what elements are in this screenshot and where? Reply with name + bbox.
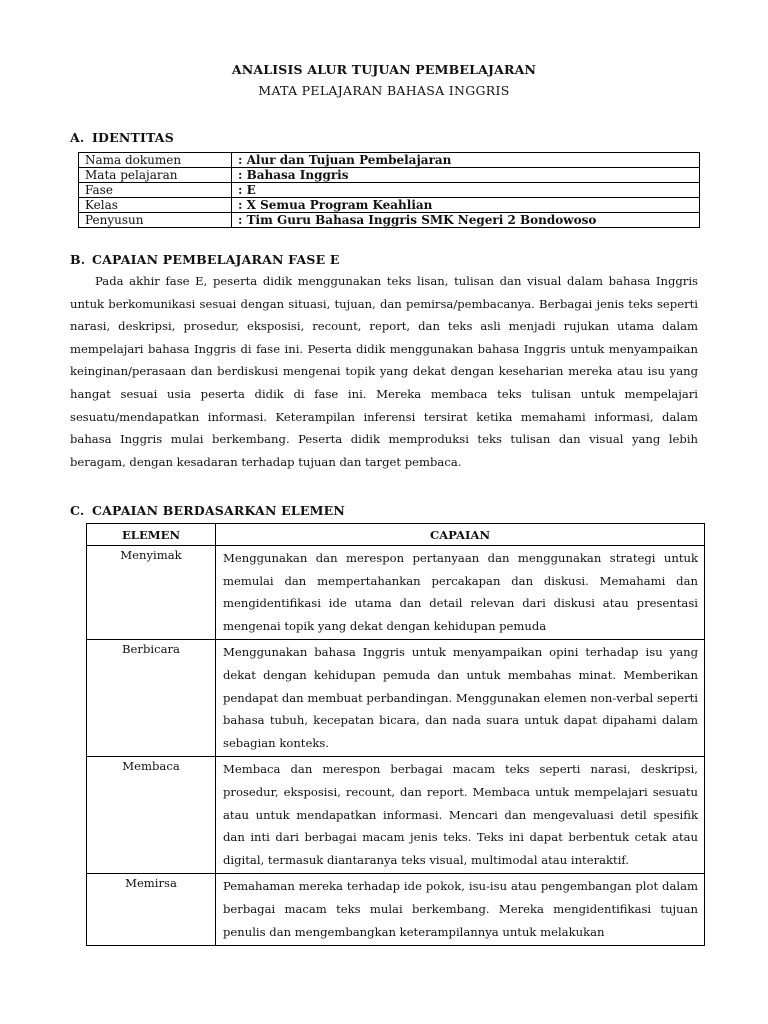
elemen-cell: Menyimak	[87, 546, 216, 640]
identity-value: : X Semua Program Keahlian	[232, 198, 700, 213]
elemen-cell: Memirsa	[87, 874, 216, 946]
capaian-text: Pemahaman mereka terhadap ide pokok, isu-isu atau pengembangan plot dalam berbagai macam teks mulai berkembang. Mereka mengidentifikasi tujuan penulis dan mengembangkan keterampilannya untuk melakukan	[223, 879, 698, 939]
identity-value: : Bahasa Inggris	[232, 168, 700, 183]
section-c-number: C.	[70, 503, 85, 518]
section-b-number: B.	[70, 252, 86, 267]
identity-label: Fase	[79, 183, 232, 198]
table-row	[79, 168, 700, 183]
table-row	[87, 874, 705, 946]
identity-label: Penyusun	[79, 213, 232, 228]
section-c-title: CAPAIAN BERDASARKAN ELEMEN	[92, 503, 345, 518]
section-a-number: A.	[70, 130, 85, 145]
capaian-cell-clipped	[216, 874, 705, 946]
capaian-paragraph: Pada akhir fase E, peserta didik menggunakan teks lisan, tulisan dan visual dalam bahasa Inggris untuk berkomunikasi sesuai dengan situasi, tujuan, dan pemirsa/pembacanya. Berbagai jenis teks seperti narasi, deskripsi, prosedur, eksposisi, recount, report, dan teks asli menjadi rujukan utama dalam mempelajari bahasa Inggris di fase ini. Peserta didik menggunakan bahasa Inggris untuk menyampaikan keinginan/perasaan dan berdiskusi mengenai topik yang dekat dengan keseharian mereka atau isu yang hangat sesuai usia peserta didik di fase ini. Mereka membaca teks tulisan untuk mempelajari sesuatu/mendapatkan informasi. Keterampilan inferensi tersirat ketika memahami informasi, dalam bahasa Inggris mulai berkembang. Peserta didik memproduksi teks tulisan dan visual yang lebih beragam, dengan kesadaran terhadap tujuan dan target pembaca.	[70, 274, 698, 469]
section-a-title: IDENTITAS	[92, 130, 174, 145]
elemen-cell: Berbicara	[87, 640, 216, 757]
table-row	[87, 640, 705, 757]
element-table	[86, 523, 705, 946]
identity-table	[78, 152, 700, 228]
section-b-title: CAPAIAN PEMBELAJARAN FASE E	[92, 252, 340, 267]
table-row	[79, 198, 700, 213]
capaian-cell: Menggunakan dan merespon pertanyaan dan menggunakan strategi untuk memulai dan mempertahankan percakapan dan diskusi. Memahami dan mengidentifikasi ide utama dan detail relevan dari diskusi atau presentasi mengenai topik yang dekat dengan kehidupan pemuda	[216, 546, 705, 640]
column-header-elemen: ELEMEN	[87, 524, 216, 546]
identity-value: : E	[232, 183, 700, 198]
section-c-heading	[70, 503, 345, 518]
document-title: ANALISIS ALUR TUJUAN PEMBELAJARAN	[231, 62, 537, 77]
identity-value: : Tim Guru Bahasa Inggris SMK Negeri 2 Bondowoso	[232, 213, 700, 228]
table-row	[79, 213, 700, 228]
capaian-cell: Membaca dan merespon berbagai macam teks seperti narasi, deskripsi, prosedur, eksposisi, recount, dan report. Membaca untuk mempelajari sesuatu atau untuk mendapatkan informasi. Mencari dan mengevaluasi detil spesifik dan inti dari berbagai macam jenis teks. Teks ini dapat berbentuk cetak atau digital, termasuk diantaranya teks visual, multimodal atau interaktif.	[216, 757, 705, 874]
table-row	[79, 183, 700, 198]
document-subtitle: MATA PELAJARAN BAHASA INGGRIS	[258, 83, 510, 98]
column-header-capaian: CAPAIAN	[216, 524, 705, 546]
table-header-row	[87, 524, 705, 546]
identity-value: : Alur dan Tujuan Pembelajaran	[232, 153, 700, 168]
identity-label: Kelas	[79, 198, 232, 213]
identity-label: Mata pelajaran	[79, 168, 232, 183]
identity-label: Nama dokumen	[79, 153, 232, 168]
capaian-cell: Menggunakan bahasa Inggris untuk menyampaikan opini terhadap isu yang dekat dengan kehidupan pemuda dan untuk membahas minat. Memberikan pendapat dan membuat perbandingan. Menggunakan elemen non-verbal seperti bahasa tubuh, kecepatan bicara, dan nada suara untuk dapat dipahami dalam sebagian konteks.	[216, 640, 705, 757]
section-b-heading	[70, 252, 340, 267]
elemen-cell: Membaca	[87, 757, 216, 874]
table-row	[79, 153, 700, 168]
table-row	[87, 546, 705, 640]
section-a-heading	[70, 130, 174, 145]
table-row	[87, 757, 705, 874]
